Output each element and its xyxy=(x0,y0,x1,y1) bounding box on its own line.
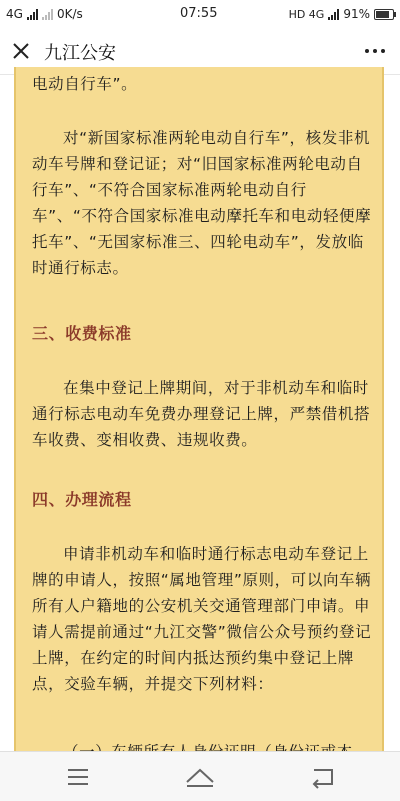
signal-2-icon xyxy=(42,9,53,20)
article-scroll-area[interactable] xyxy=(0,75,400,751)
signal-3-icon xyxy=(328,9,339,20)
back-button[interactable] xyxy=(304,762,340,792)
section-heading: 四、办理流程 xyxy=(32,490,132,509)
more-dots-icon xyxy=(360,36,390,66)
network-right-label: HD 4G xyxy=(288,7,325,21)
close-icon xyxy=(6,36,36,66)
network-type-label: 4G xyxy=(6,7,23,21)
status-right xyxy=(289,7,394,21)
article-panel xyxy=(14,67,384,767)
status-bar xyxy=(0,0,400,28)
article-paragraph: 对“新国家标准两轮电动自行车”，核发非机动车号牌和登记证；对“旧国家标准两轮电动自行车”、“不符合国家标准两轮电动自行车”、“不符合国家标准电动摩托车和电动轻便摩托车”、“无国家标准三、四轮电动车”，发放临时通行标志。 xyxy=(32,129,372,277)
back-icon xyxy=(304,762,340,792)
signal-icon xyxy=(27,9,38,20)
article-paragraph: 在集中登记上牌期间，对于非机动车和临时通行标志电动车免费办理登记上牌，严禁借机搭车收费、变相收费、违规收费。 xyxy=(32,379,371,449)
status-time: 07:55 xyxy=(180,6,218,21)
home-icon xyxy=(182,762,218,792)
more-options-button[interactable] xyxy=(360,36,390,66)
network-speed: 0K/s xyxy=(56,7,83,21)
article-paragraph: 申请非机动车和临时通行标志电动车登记上牌的申请人，按照“属地管理”原则，可以向车辆所有人户籍地的公安机关交通管理部门申请。申请人需提前通过“九江交警”微信公众号预约登记上牌，在约定的时间内抵达预约集中登记上牌点，交验车辆，并提交下列材料： xyxy=(32,545,372,693)
status-left xyxy=(6,7,83,21)
battery-icon xyxy=(374,9,394,20)
menu-icon xyxy=(60,762,96,792)
section-heading: 三、收费标准 xyxy=(32,324,132,343)
page-title: 九江公安 xyxy=(44,43,116,64)
battery-percent: 91% xyxy=(343,7,370,21)
home-button[interactable] xyxy=(182,762,218,792)
bottom-navigation xyxy=(0,751,400,801)
close-button[interactable] xyxy=(6,36,36,66)
article-paragraph: 电动自行车”。 xyxy=(32,75,138,93)
menu-button[interactable] xyxy=(60,762,96,792)
